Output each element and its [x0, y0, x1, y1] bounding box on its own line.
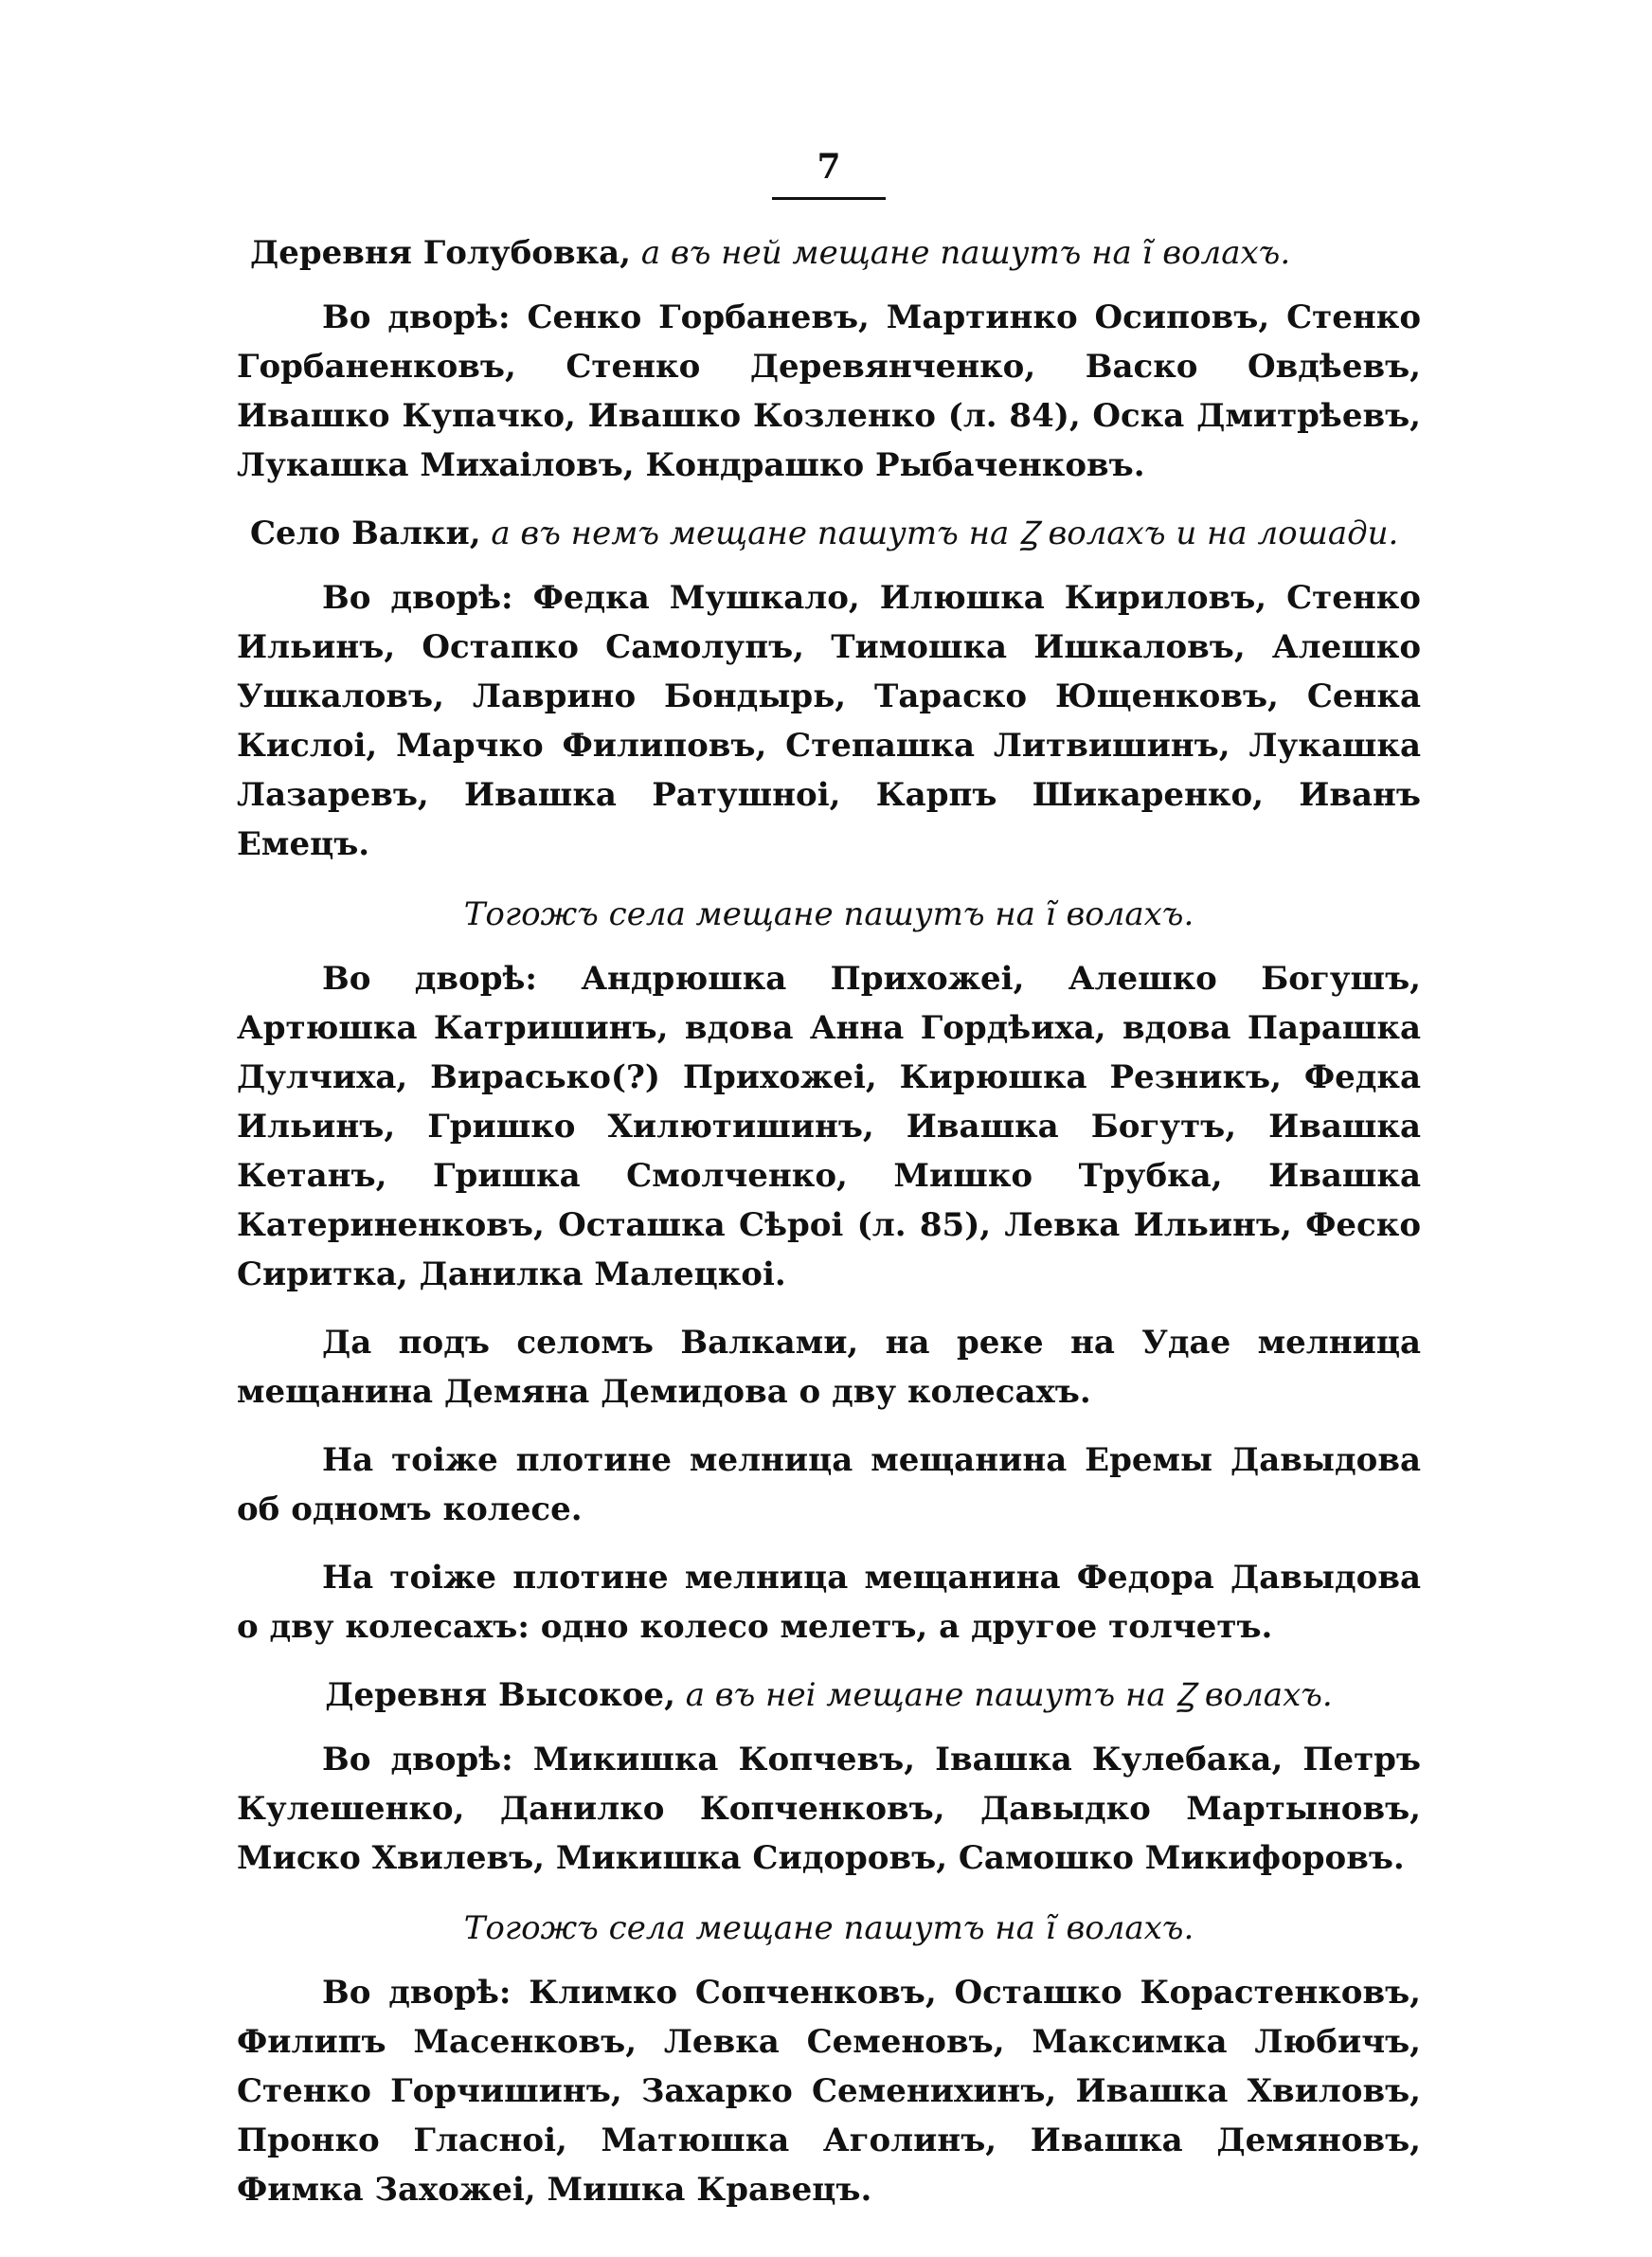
subheading-valki-same-village: Тогожъ села мещане пашутъ на ĩ волахъ.	[463, 895, 1194, 933]
subheading-vysokoe-same-village: Тогожъ села мещане пашутъ на ĩ волахъ.	[463, 1909, 1194, 1947]
document-page	[237, 142, 1421, 2233]
paragraph-valki-households-2: Во дворѣ: Андрюшка Прихожеi, Алешко Богушъ, Артюшка Катришинъ, вдова Анна Гордѣиха, вдова Парашка Дулчиха, Вирасько(?) Прихожеi, Кирюшка Резникъ, Федка Ильинъ, Гришко Хилютишинъ, Ивашка Богутъ, Ивашка Кетанъ, Гришка Смолченко, Мишко Трубка, Ивашка Катериненковъ, Осташка Сѣроi (л. 85), Левка Ильинъ, Феско Сиритка, Данилка Малецкоi.	[237, 960, 1421, 1293]
village-name: Деревня Высокое,	[325, 1676, 675, 1714]
paragraph-vysokoe-households: Во дворѣ: Микишка Копчевъ, Iвашка Кулебака, Петръ Кулешенко, Данилко Копченковъ, Давыдко Мартыновъ, Миско Хвилевъ, Микишка Сидоровъ, Самошко Микифоровъ.	[237, 1741, 1421, 1877]
paragraph-mill-fedor: На тоiже плотине мелница мещанина Федора Давыдова о дву колесахъ: одно колесо мелетъ, а другое толчетъ.	[237, 1559, 1421, 1646]
page-number: 7	[817, 147, 841, 187]
paragraph-golubovka-households: Во дворѣ: Сенко Горбаневъ, Мартинко Осиповъ, Стенко Горбаненковъ, Стенко Деревянченко, Васко Овдѣевъ, Ивашко Купачко, Ивашко Козленко (л. 84), Оска Дмитрѣевъ, Лукашка Михаiловъ, Кондрашко Рыбаченковъ.	[237, 298, 1421, 484]
paragraph-mill-demidov: Да подъ селомъ Валками, на реке на Удае мелница мещанина Демяна Демидова о дву колесахъ.	[237, 1324, 1421, 1411]
section-heading-valki	[250, 509, 1421, 558]
village-name: Деревня Голубовка,	[250, 234, 632, 272]
section-heading-vysokoe	[237, 1670, 1421, 1720]
paragraph-valki-households: Во дворѣ: Федка Мушкало, Илюшка Кириловъ, Стенко Ильинъ, Остапко Самолупъ, Тимошка Ишкаловъ, Алешко Ушкаловъ, Лаврино Бондырь, Тараско Ющенковъ, Сенка Кислоi, Марчко Филиповъ, Степашка Литвишинъ, Лукашка Лазаревъ, Ивашка Ратушноi, Карпъ Шикаренко, Иванъ Емецъ.	[237, 579, 1421, 863]
section-heading-golubovka	[250, 228, 1421, 278]
village-name: Село Валки,	[250, 515, 481, 552]
paragraph-mill-eremy: На тоiже плотине мелница мещанина Еремы Давыдова об одномъ колесе.	[237, 1441, 1421, 1528]
village-note: а въ неi мещане пашутъ на Ꙁ волахъ.	[685, 1676, 1333, 1714]
paragraph-vysokoe-households-2: Во дворѣ: Климко Сопченковъ, Осташко Корастенковъ, Филипъ Масенковъ, Левка Семеновъ, Максимка Любичъ, Стенко Горчишинъ, Захарко Семенихинъ, Ивашка Хвиловъ, Пронко Гласноi, Матюшка Аголинъ, Ивашка Демяновъ, Фимка Захожеi, Мишка Кравецъ.	[237, 1974, 1421, 2209]
village-note: а въ ней мещане пашутъ на ĩ волахъ.	[640, 234, 1291, 272]
page-number-rule	[772, 197, 886, 200]
village-note: а въ немъ мещане пашутъ на Ꙁ волахъ и на лошади.	[491, 515, 1399, 552]
